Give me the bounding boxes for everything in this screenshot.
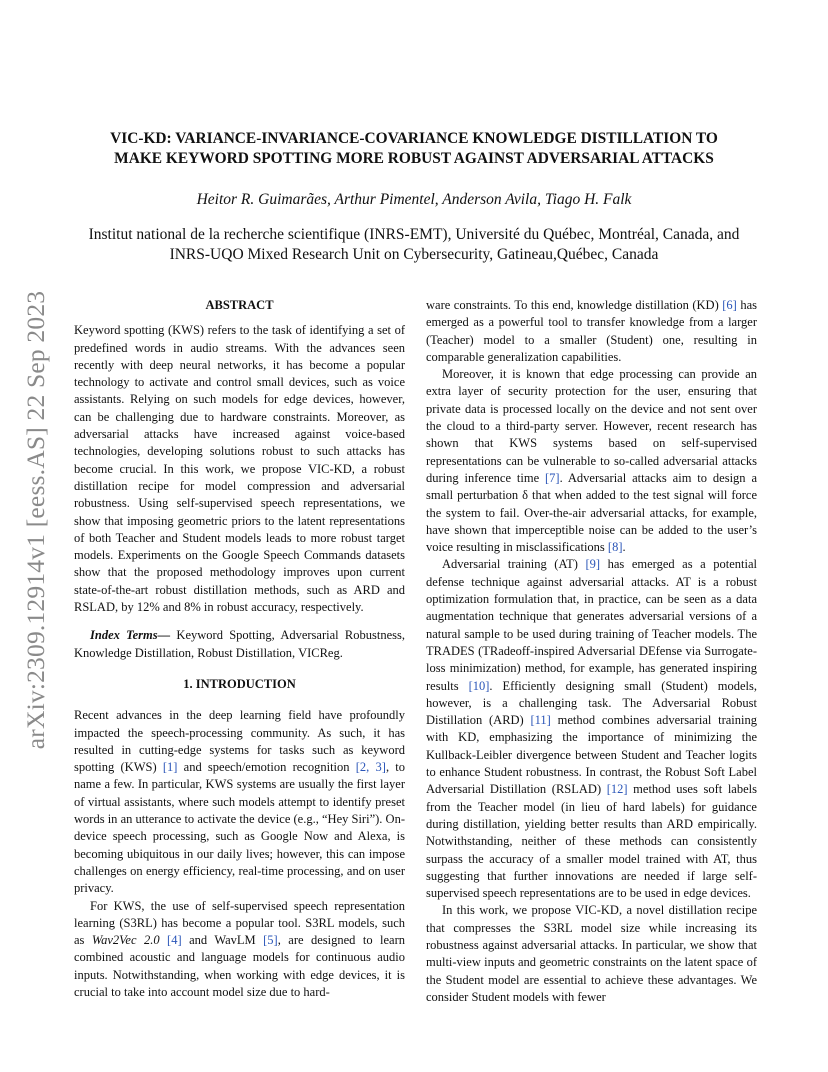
index-terms <box>74 627 405 662</box>
left-column <box>74 297 405 1001</box>
citation-link[interactable]: [4] <box>167 933 182 948</box>
intro-paragraph-4: Adversarial training (AT) [9] has emerged as a potential defense technique against adversarial attacks. AT is a robust optimization formulation that, in practice, can be seen as a data augmentation technique that generates adversarial versions of a natural sample to be used during training of Teacher models. The TRADES (TRadeoff-inspired Adversarial DEfense via Surrogate-loss minimization) method, for example, has generated inspiring results [10]. Efficiently designing small (Student) models, however, is a challenging task. The Adversarial Robust Distillation (ARD) [11] method combines adversarial training with KD, emphasizing the importance of minimizing the Kullback-Leibler divergence between Student and Teacher logits to enhance Student robustness. In contrast, the Robust Soft Label Adversarial Distillation (RSLAD) [12] method uses soft labels from the Teacher model (in lieu of hard labels) for guidance during distillation, yielding better results than ARD empirically. Notwithstanding, neither of these methods can consistently surpass the accuracy of a smaller model trained with AT, thus suggesting that further innovations are needed if large self-supervised speech representations are to be used in edge devices. <box>426 557 757 901</box>
intro-paragraph-2-continued: ware constraints. To this end, knowledge distillation (KD) [6] has emerged as a powerful tool to transfer knowledge from a larger (Teacher) model to a smaller (Student) one, resulting in comparable generalization capabilities. <box>426 298 757 364</box>
introduction-heading: 1. INTRODUCTION <box>183 676 296 691</box>
citation-link[interactable]: [2, 3] <box>355 760 386 775</box>
arxiv-stamp-text: arXiv:2309.12914v1 [eess.AS] 22 Sep 2023 <box>21 290 50 750</box>
citation-link[interactable]: [7] <box>545 470 560 485</box>
index-terms-label: Index Terms— <box>90 628 171 643</box>
citation-link[interactable]: [8] <box>607 540 623 555</box>
citation-link[interactable]: [9] <box>585 557 601 572</box>
intro-paragraph-5: In this work, we propose VIC-KD, a novel distillation recipe that compresses the S3RL model size while increasing its robustness against adversarial attacks. In particular, we show that multi-view inputs and geometric constraints on the latent space of the Student model are essential to achieve these advantages. We consider Student models with fewer <box>426 903 757 1004</box>
affiliation-line-2: INRS-UQO Mixed Research Unit on Cybersecurity, Gatineau,Québec, Canada <box>169 246 659 263</box>
affiliation-line-1: Institut national de la recherche scientifique (INRS-EMT), Université du Québec, Montréal, Canada, and <box>88 226 740 243</box>
abstract-heading: ABSTRACT <box>205 298 274 312</box>
abstract-text: Keyword spotting (KWS) refers to the task of identifying a set of predefined words in audio streams. With the advances seen recently with deep neural networks, it has become a popular technology to activate and control small devices, such as voice assistants. Relying on such models for edge devices, however, can be challenging due to hardware constraints. Moreover, as adversarial attacks have increased against voice-based technologies, developing solutions robust to such attacks has become crucial. In this work, we propose VIC-KD, a robust distillation recipe for model compression and adversarial robustness. Using self-supervised speech representations, we show that imposing geometric priors to the latent representations of both Teacher and Student models leads to more robust target models. Experiments on the Google Speech Commands datasets show that the proposed methodology improves upon current state-of-the-art robust distillation methods, such as ARD and RSLAD, by 12% and 8% in robust accuracy, respectively. <box>74 323 405 615</box>
citation-link[interactable]: [12] <box>606 782 628 797</box>
title-line-2: MAKE KEYWORD SPOTTING MORE ROBUST AGAINST ADVERSARIAL ATTACKS <box>114 150 714 167</box>
paper-title <box>60 129 768 169</box>
right-column <box>426 297 757 1006</box>
citation-link[interactable]: [1] <box>162 760 178 775</box>
intro-paragraph-2: For KWS, the use of self-supervised speech representation learning (S3RL) has become a popular tool. S3RL models, such as Wav2Vec 2.0 [4] and WavLM [5], are designed to learn combined acoustic and language models for continuous audio inputs. Notwithstanding, when working with edge devices, it is crucial to take into account model size due to hard- <box>74 898 405 999</box>
index-terms-text: Keyword Spotting, Adversarial Robustness, Knowledge Distillation, Robust Distillation, VICReg. <box>74 628 405 660</box>
intro-paragraph-3: Moreover, it is known that edge processing can provide an extra layer of security protection for the user, ensuring that private data is processed locally on the device and not sent over the cloud to a third-party server. However, recent research has shown that KWS systems based on self-supervised representations can be vulnerable to so-called adversarial attacks during inference time [7]. Adversarial attacks aim to design a small perturbation δ that when added to the test signal will force the system to fail. Over-the-air adversarial attacks, for example, have shown that imperceptible noise can be added to the user’s voice resulting in misclassifications [8]. <box>426 367 757 555</box>
arxiv-stamp <box>14 280 58 760</box>
affiliation <box>60 225 768 265</box>
citation-link[interactable]: [10] <box>468 678 490 693</box>
citation-link[interactable]: [5] <box>263 933 278 948</box>
intro-paragraph-1: Recent advances in the deep learning field have profoundly impacted the speech-processing community. As such, it has resulted in cutting-edge systems for tasks such as keyword spotting (KWS) [1] and speech/emotion recognition [2, 3], to name a few. In particular, KWS systems are usually the first layer of virtual assistants, where such models attempt to identify preset words in an utterance to activate the device (e.g., “Hey Siri”). On-device speech processing, such as Google Now and Alexa, is becoming ubiquitous in our daily lives; however, this can impose challenges on energy efficiency, real-time processing, and on user privacy. <box>74 708 406 896</box>
title-line-1: VIC-KD: VARIANCE-INVARIANCE-COVARIANCE KNOWLEDGE DISTILLATION TO <box>110 130 718 147</box>
model-name: Wav2Vec 2.0 <box>91 933 160 948</box>
citation-link[interactable]: [6] <box>722 298 737 312</box>
author-list: Heitor R. Guimarães, Arthur Pimentel, Anderson Avila, Tiago H. Falk <box>196 191 632 208</box>
citation-link[interactable]: [11] <box>530 713 551 728</box>
